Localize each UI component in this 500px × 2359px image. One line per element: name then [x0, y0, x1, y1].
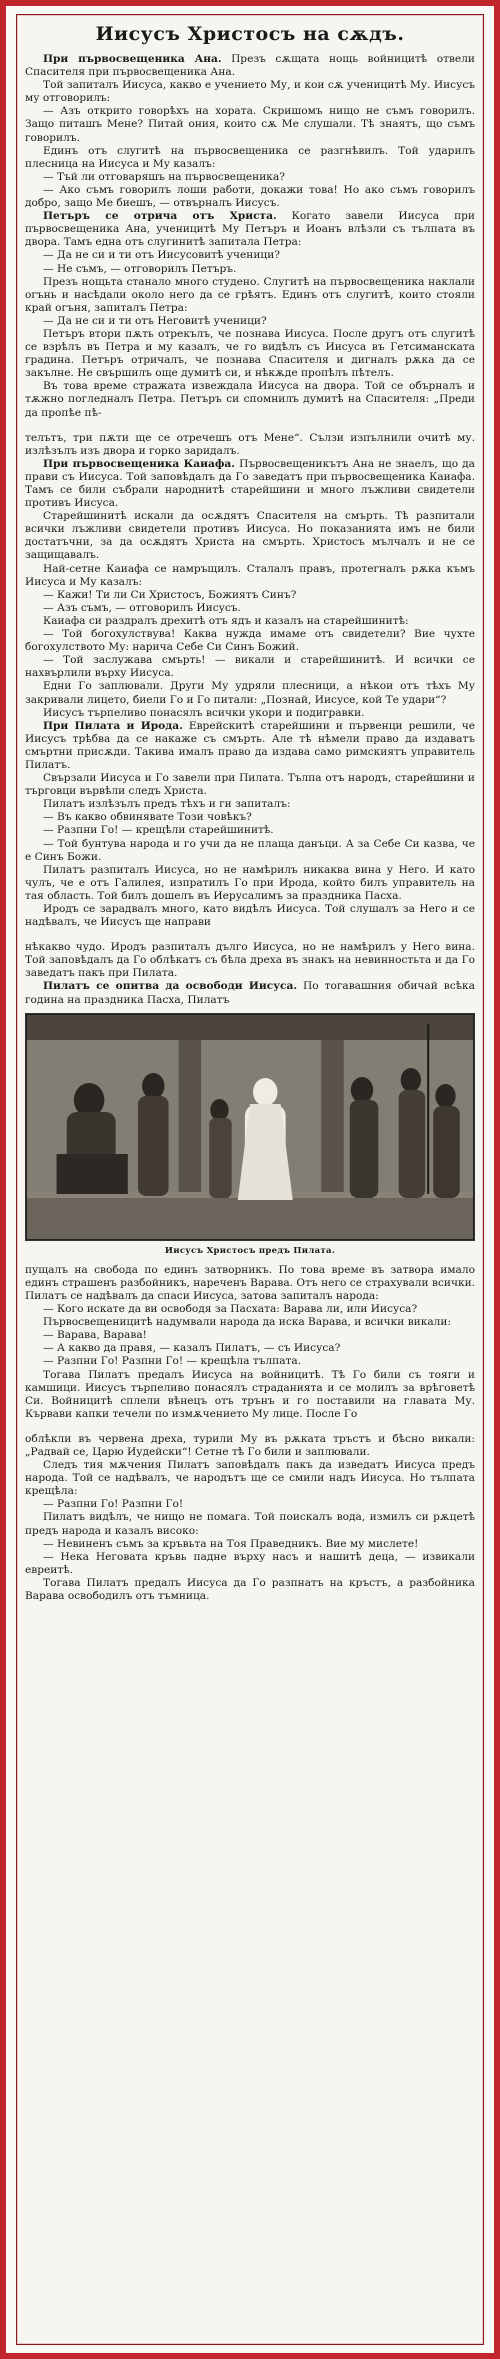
paragraph: Първосвещеницитѣ надумвали народа да иска Варава, и всички викали:	[43, 1316, 452, 1329]
page-title: Иисусъ Христосъ на сѫдъ.	[95, 23, 405, 45]
dialogue-line: — Да не си и ти отъ Иисусовитѣ ученици?	[43, 249, 280, 262]
dialogue-line: — Въ какво обвинявате Този човѣкъ?	[43, 811, 252, 824]
paragraph: Следъ тия мѫчения Пилатъ заповѣдалъ пакъ да изведатъ Иисуса предъ народа. Той се надѣвалъ, че народътъ ще се смили надъ Иисуса. Но тълпата крещѣла:	[25, 1459, 475, 1498]
paragraph: Първосвещеникътъ Ана не знаелъ, що да прави съ Иисуса. Той заповѣдалъ да Го заведатъ при първосвещеника Каиафа. Тамъ се били събрали народнитѣ старейшини и много лъжливи свидетели противъ Иисуса.	[25, 457, 475, 510]
section-heading: При първосвещеника Ана.	[43, 53, 222, 65]
paper-panel	[16, 14, 484, 2345]
dialogue-line: — Невиненъ съмъ за кръвьта на Тоя Праведникъ. Вие му мислете!	[43, 1537, 419, 1550]
dialogue-line: — Тъй ли отговаряшъ на първосвещеника?	[43, 170, 285, 183]
paragraph: Пилатъ видѣлъ, че нищо не помага. Той поискалъ вода, измилъ си рѫцетѣ предъ народа и казалъ високо:	[25, 1511, 475, 1537]
section-heading: Пилатъ се опитва да освободи Иисуса.	[43, 980, 298, 993]
dialogue-line: — Варава, Варава!	[43, 1329, 147, 1342]
dialogue-line: — Разпни Го! Разпни Го!	[43, 1498, 184, 1511]
paragraph: Свързали Иисуса и Го завели при Пилата. Тълпа отъ народъ, старейшини и търговци вървѣли следъ Христа.	[25, 772, 475, 798]
paragraph: пущалъ на свобода по единъ затворникъ. По това време въ затвора имало единъ страшенъ разбойникъ, нареченъ Варава. Отъ него се страхували всички. Пилатъ се надѣвалъ да спаси Иисуса, затова запиталъ народа:	[25, 1263, 475, 1302]
paragraph: Пилатъ излѣзълъ предъ тѣхъ и ги запиталъ:	[43, 798, 291, 811]
dialogue-line: — Не съмъ, — отговорилъ Петъръ.	[43, 262, 237, 275]
paragraph: Тогава Пилатъ предалъ Иисуса да Го разпнатъ на кръстъ, а разбойника Варава освободилъ отъ тъмница.	[25, 1576, 475, 1602]
paragraph: облѣкли въ червена дреха, турили Му въ рѫката тръстъ и бѣсно викали: „Радвай се, Царю Иудейски“! Сетне тѣ Го били и заплювали.	[25, 1432, 475, 1458]
dialogue-line: — Той бунтува народа и го учи да не плаща данъци. А за Себе Си казва, че е Синъ Божи.	[25, 837, 475, 863]
paragraph: нѣкакво чудо. Иродъ разпиталъ дълго Иисуса, но не намѣрилъ у Него вина. Той заповѣдалъ да Го облѣкатъ съ бѣла дреха въ знакъ на невинностьта и да Го заведатъ пакъ при Пилата.	[25, 941, 475, 980]
dialogue-line: — Нека Неговата кръвь падне върху насъ и нашитѣ деца, — извикали евреитѣ.	[25, 1550, 475, 1576]
page-content	[25, 21, 475, 2338]
paragraph: Едни Го заплювали. Други Му удряли плесници, а нѣкои отъ тѣхъ Му закривали лицето, биели Го и Го питали: „Познай, Иисусе, кой Те удари“?	[25, 680, 475, 706]
paragraph: По тогавашния обичай всѣка година на праздника Пасха, Пилатъ	[25, 980, 475, 1006]
paragraph: Еврейскитѣ старейшини и първенци решили, че Иисусъ трѣбва да се накаже съ смърть. Але тѣ нѣмели право да издаватъ смъртни присѫди. Такива ималъ право да издава само римскиятъ управитель Пилатъ.	[25, 719, 475, 771]
paragraph: Петъръ втори пѫть отрекълъ, че познава Иисуса. После другъ отъ слугитѣ се взрѣлъ въ Петра и му казалъ, че го видѣлъ съ Иисуса въ Гетсиманската градина. Петъръ отричалъ, че познава Спасителя и дигналъ рѫка да се закълне. Не свършилъ още думитѣ си, и нѣкѫде пропѣлъ пѣтелъ.	[25, 327, 475, 380]
paragraph: Въ това време стражата извеждала Иисуса на двора. Той се обърналъ и тѫжно погледналъ Петра. Петъръ си спомнилъ думитѣ на Спасителя: „Преди да пропѣе пѣ-	[25, 380, 475, 419]
dialogue-line: — А какво да правя, — казалъ Пилатъ, — съ Иисуса?	[43, 1342, 341, 1355]
column-break	[25, 420, 475, 432]
paragraph: телътъ, три пѫти ще се отречешъ отъ Мене“. Сълзи изпълнили очитѣ му. излѣзълъ изъ двора и горко заридалъ.	[25, 431, 475, 457]
dialogue-line: — Азъ открито говорѣхъ на хората. Скришомъ нищо не съмъ говорилъ. Защо питашъ Мене? Питай ония, които сѫ Ме слушали. Тѣ знаятъ, що съмъ говорилъ.	[25, 105, 475, 144]
paragraph: Той запиталъ Иисуса, какво е учението Му, и кои сѫ ученицитѣ Му. Иисусъ му отговорилъ:	[25, 79, 475, 105]
section-heading: При първосвещеника Каиафа.	[43, 457, 235, 470]
paragraph: Каиафа си раздралъ дрехитѣ отъ ядъ и казалъ на старейшинитѣ:	[43, 614, 409, 627]
illustration	[25, 1013, 475, 1241]
paragraph: Старейшинитѣ искали да осѫдятъ Спасителя на смърть. Тѣ разпитали всички лъжливи свидетели противъ Иисуса. Но показанията имъ не били достатъчни, за да осѫдятъ Христа на смърть. Христосъ мълчалъ и не се защищавалъ.	[25, 510, 475, 562]
dialogue-line: — Азъ съмъ, — отговорилъ Иисусъ.	[43, 601, 241, 614]
paragraph: Единъ отъ слугитѣ на първосвещеника се разгнѣвилъ. Той ударилъ плесница на Иисуса и Му казалъ:	[25, 144, 475, 170]
column-break	[25, 929, 475, 941]
paragraph: Пилатъ разпиталъ Иисуса, но не намѣрилъ никаква вина у Него. И като чулъ, че е отъ Галилея, изпратилъ Го при Ирода, който билъ управитель на тая область. Той билъ дошелъ въ Иерусалимъ за праздника Пасха.	[25, 863, 475, 902]
paragraph: Когато завели Иисуса при първосвещеника Ана, ученицитѣ Му Петъръ и Иоанъ влѣзли съ тълпата въ двора. Тамъ една отъ слугинитѣ запитала Петра:	[25, 210, 475, 249]
dialogue-line: — Ако съмъ говорилъ лоши работи, докажи това! Но ако съмъ говорилъ добро, защо Ме биешъ, — отвърналъ Иисусъ.	[25, 183, 475, 210]
section-heading: Петъръ се отрича отъ Христа.	[43, 210, 277, 223]
paragraph: Най-сетне Каиафа се намръщилъ. Сталалъ правъ, протегналъ рѫка къмъ Иисуса и Му казалъ:	[25, 562, 475, 588]
paragraph: Иродъ се зарадвалъ много, като видѣлъ Иисуса. Той слушалъ за Него и се надѣвалъ, че Иисусъ ще направи	[25, 903, 475, 929]
dialogue-line: — Той богохулствува! Каква нужда имаме отъ свидетели? Вие чухте богохулството Му: нарича Себе Си Синъ Божий.	[25, 628, 475, 654]
paragraph: Тогава Пилатъ предалъ Иисуса на войницитѣ. Тѣ Го били съ тояги и камшици. Иисусъ търпеливо понасялъ страданията и се молилъ за врѣговетѣ Си. Войницитѣ сплели вѣнецъ отъ трънъ и го поставили на главата Му. Кървави капки течели по измѫчението Му лице. После Го	[25, 1368, 475, 1420]
dialogue-line: — Кажи! Ти ли Си Христосъ, Божиятъ Синъ?	[43, 588, 297, 601]
dialogue-line: — Кого искате да ви освободя за Пасхата: Варава ли, или Иисуса?	[43, 1303, 418, 1316]
figure-caption: Иисусъ Христосъ предъ Пилата.	[164, 1245, 336, 1256]
paragraph: Иисусъ търпеливо понасялъ всички укори и подигравки.	[43, 706, 365, 719]
dialogue-line: — Да не си и ти отъ Неговитѣ ученици?	[43, 314, 267, 327]
section-heading: При Пилата и Ирода.	[43, 719, 183, 732]
column-break	[25, 1421, 475, 1433]
dialogue-line: — Разпни Го! Разпни Го! — крещѣла тълпата.	[43, 1355, 302, 1368]
paragraph: Презъ нощьта станало много студено. Слугитѣ на първосвещеника наклали огънь и насѣдали около него да се грѣятъ. Единъ отъ слугитѣ, които стояли край огъня, запиталъ Петра:	[25, 275, 475, 314]
paragraph: Презъ сѫщата нощь войницитѣ отвели Спасителя при първосвещеника Ана.	[25, 53, 475, 79]
dialogue-line: — Той заслужава смърть! — викали и старейшинитѣ. И всички се нахвърлили върху Иисуса.	[25, 654, 475, 680]
dialogue-line: — Разпни Го! — крещѣли старейшинитѣ.	[43, 824, 274, 837]
text-column	[25, 53, 475, 1603]
christ-before-pilate-engraving	[26, 1014, 474, 1240]
